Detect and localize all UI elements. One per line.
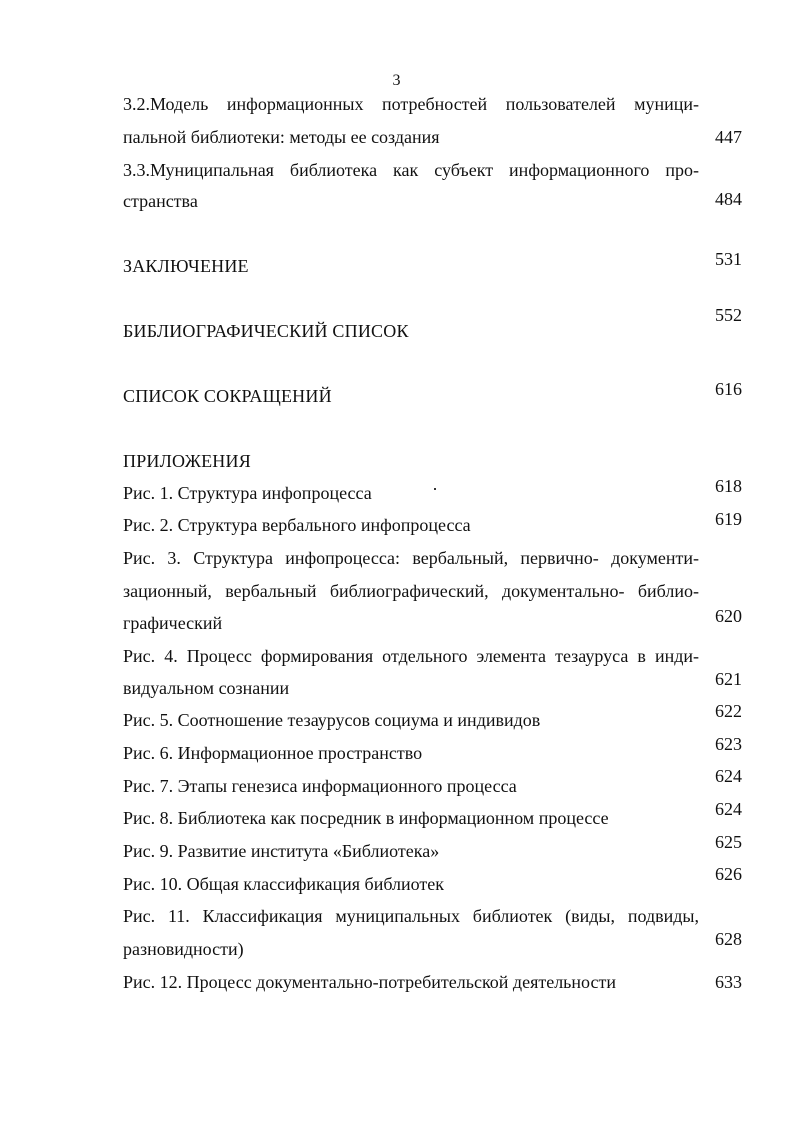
figure-6-title: Рис. 6. Информационное пространство <box>123 743 423 763</box>
toc-bibliography-page: 552 <box>715 305 742 325</box>
figure-3-line-3: графический <box>123 613 223 633</box>
figure-9-title: Рис. 9. Развитие института «Библиотека» <box>123 841 440 861</box>
figure-9-page: 625 <box>715 832 742 852</box>
figure-5-title: Рис. 5. Соотношение тезаурусов социума и индивидов <box>123 710 541 730</box>
toc-abbreviations-title: СПИСОК СОКРАЩЕНИЙ <box>123 386 332 406</box>
figure-1-title: Рис. 1. Структура инфопроцесса <box>123 483 372 503</box>
toc-entry-3-2-page: 447 <box>715 127 742 147</box>
figure-8-page: 624 <box>715 799 742 819</box>
figure-10-title: Рис. 10. Общая классификация библиотек <box>123 874 445 894</box>
figure-1-page: 618 <box>715 476 742 496</box>
toc-conclusion-page: 531 <box>715 249 742 269</box>
figure-4-line-2: видуальном сознании <box>123 678 290 698</box>
figure-3-page: 620 <box>715 606 742 626</box>
stray-dot <box>434 488 436 490</box>
toc-conclusion-title: ЗАКЛЮЧЕНИЕ <box>123 256 249 276</box>
toc-entry-3-2-line-1: 3.2.Модель информационных потребностей пользователей муници- <box>123 94 699 114</box>
figure-2-page: 619 <box>715 509 742 529</box>
toc-abbreviations-page: 616 <box>715 379 742 399</box>
toc-entry-3-2-line-2: пальной библиотеки: методы ее создания <box>123 127 440 147</box>
figure-6-page: 623 <box>715 734 742 754</box>
figure-4-page: 621 <box>715 669 742 689</box>
figure-3-line-1: Рис. 3. Структура инфопроцесса: вербальный, первично- документи- <box>123 548 699 568</box>
figure-11-line-2: разновидности) <box>123 939 244 959</box>
figure-2-title: Рис. 2. Структура вербального инфопроцесса <box>123 515 471 535</box>
toc-bibliography-title: БИБЛИОГРАФИЧЕСКИЙ СПИСОК <box>123 321 409 341</box>
toc-appendices-title: ПРИЛОЖЕНИЯ <box>123 451 251 471</box>
figure-12-page: 633 <box>715 972 742 992</box>
figure-12-title: Рис. 12. Процесс документально-потребительской деятельности <box>123 972 616 992</box>
figure-7-title: Рис. 7. Этапы генезиса информационного процесса <box>123 776 517 796</box>
figure-3-line-2: зационный, вербальный библиографический, документально- библио- <box>123 581 699 601</box>
toc-entry-3-3-line-1: 3.3.Муниципальная библиотека как субъект информационного про- <box>123 160 699 180</box>
figure-11-page: 628 <box>715 929 742 949</box>
toc-entry-3-3-line-2: странства <box>123 191 198 211</box>
toc-entry-3-3-page: 484 <box>715 189 742 209</box>
figure-4-line-1: Рис. 4. Процесс формирования отдельного элемента тезауруса в инди- <box>123 646 699 666</box>
page-number: 3 <box>392 72 401 89</box>
figure-8-title: Рис. 8. Библиотека как посредник в информационном процессе <box>123 808 609 828</box>
figure-11-line-1: Рис. 11. Классификация муниципальных библиотек (виды, подвиды, <box>123 906 699 926</box>
figure-7-page: 624 <box>715 766 742 786</box>
figure-5-page: 622 <box>715 701 742 721</box>
figure-10-page: 626 <box>715 864 742 884</box>
